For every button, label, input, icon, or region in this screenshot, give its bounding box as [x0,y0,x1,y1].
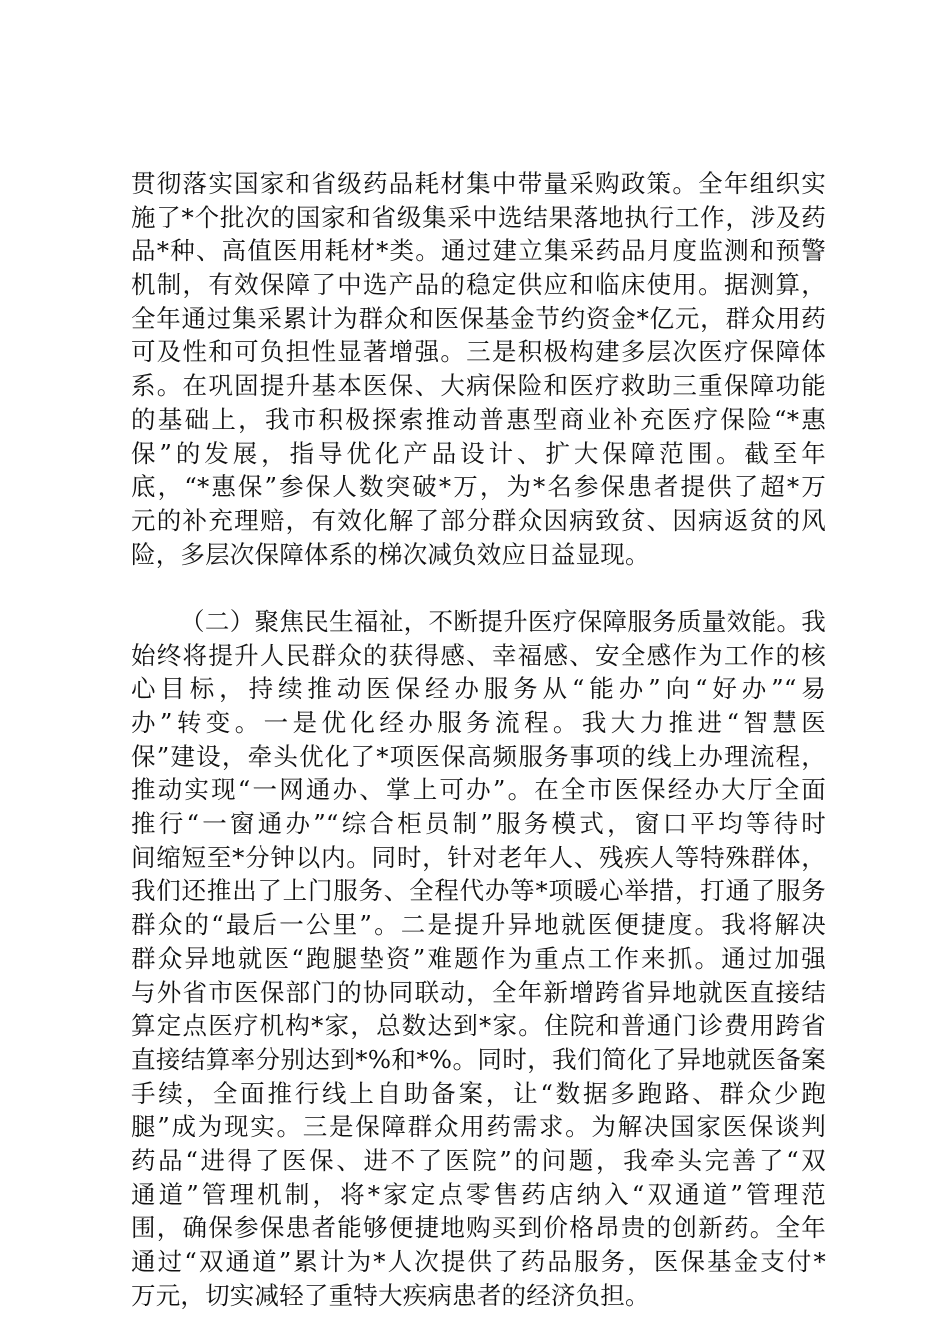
text-line: 可及性和可负担性显著增强。三是积极构建多层次医疗保障体 [131,337,826,367]
text-line: 始终将提升人民群众的获得感、幸福感、安全感作为工作的核 [131,640,826,670]
text-line: 群众的“最后一公里”。二是提升异地就医便捷度。我将解决 [131,910,826,940]
text-line: 推动实现“一网通办、掌上可办”。在全市医保经办大厅全面 [131,775,826,805]
paragraph-1 [131,167,826,571]
text-line: 直接结算率分别达到*%和*%。同时，我们简化了异地就医备案 [131,1044,826,1074]
document-body [131,167,826,1312]
text-line: 腿”成为现实。三是保障群众用药需求。为解决国家医保谈判 [131,1112,826,1142]
text-line: 全年通过集采累计为群众和医保基金节约资金*亿元，群众用药 [131,303,826,333]
text-line: 贯彻落实国家和省级药品耗材集中带量采购政策。全年组织实 [131,169,826,198]
text-line: 与外省市医保部门的协同联动，全年新增跨省异地就医直接结 [131,977,826,1007]
text-line: 算定点医疗机构*家，总数达到*家。住院和普通门诊费用跨省 [131,1011,826,1041]
text-line: 底，“*惠保”参保人数突破*万，为*名参保患者提供了超*万 [131,472,826,502]
text-line: 心目标，持续推动医保经办服务从“能办”向“好办”“易 [131,674,826,704]
text-line: 推行“一窗通办”“综合柜员制”服务模式，窗口平均等待时 [131,809,826,839]
text-line: 通道”管理机制，将*家定点零售药店纳入“双通道”管理范 [131,1179,826,1209]
text-line: 系。在巩固提升基本医保、大病保险和医疗救助三重保障功能 [131,371,826,401]
text-line: 通过“双通道”累计为*人次提供了药品服务，医保基金支付* [131,1247,826,1276]
text-line: 办”转变。一是优化经办服务流程。我大力推进“智慧医 [131,708,826,737]
text-line: 的基础上，我市积极探索推动普惠型商业补充医疗保险“*惠 [131,404,826,434]
text-line: 间缩短至*分钟以内。同时，针对老年人、残疾人等特殊群体， [131,842,826,872]
text-line: 保”的发展，指导优化产品设计、扩大保障范围。截至年 [131,438,826,468]
text-line: 保”建设，牵头优化了*项医保高频服务事项的线上办理流程， [131,741,826,771]
text-line: 药品“进得了医保、进不了医院”的问题，我牵头完善了“双 [131,1145,826,1175]
text-line: 险，多层次保障体系的梯次减负效应日益显现。 [131,539,650,569]
text-line: 元的补充理赔，有效化解了部分群众因病致贫、因病返贫的风 [131,505,826,535]
text-line: （二）聚焦民生福祉，不断提升医疗保障服务质量效能。我 [180,606,826,636]
text-line: 机制，有效保障了中选产品的稳定供应和临床使用。据测算， [131,270,826,300]
text-line: 围，确保参保患者能够便捷地购买到价格昂贵的创新药。全年 [131,1213,826,1243]
text-line: 群众异地就医“跑腿垫资”难题作为重点工作来抓。通过加强 [131,943,826,973]
text-line: 手续，全面推行线上自助备案，让“数据多跑路、群众少跑 [131,1078,826,1108]
paragraph-gap [131,571,826,605]
text-line: 施了*个批次的国家和省级集采中选结果落地执行工作，涉及药 [131,202,826,232]
text-line: 万元，切实减轻了重特大疾病患者的经济负担。 [131,1280,650,1310]
paragraph-2 [131,605,826,1312]
text-line: 品*种、高值医用耗材*类。通过建立集采药品月度监测和预警 [131,236,826,266]
text-line: 我们还推出了上门服务、全程代办等*项暖心举措，打通了服务 [131,876,826,906]
